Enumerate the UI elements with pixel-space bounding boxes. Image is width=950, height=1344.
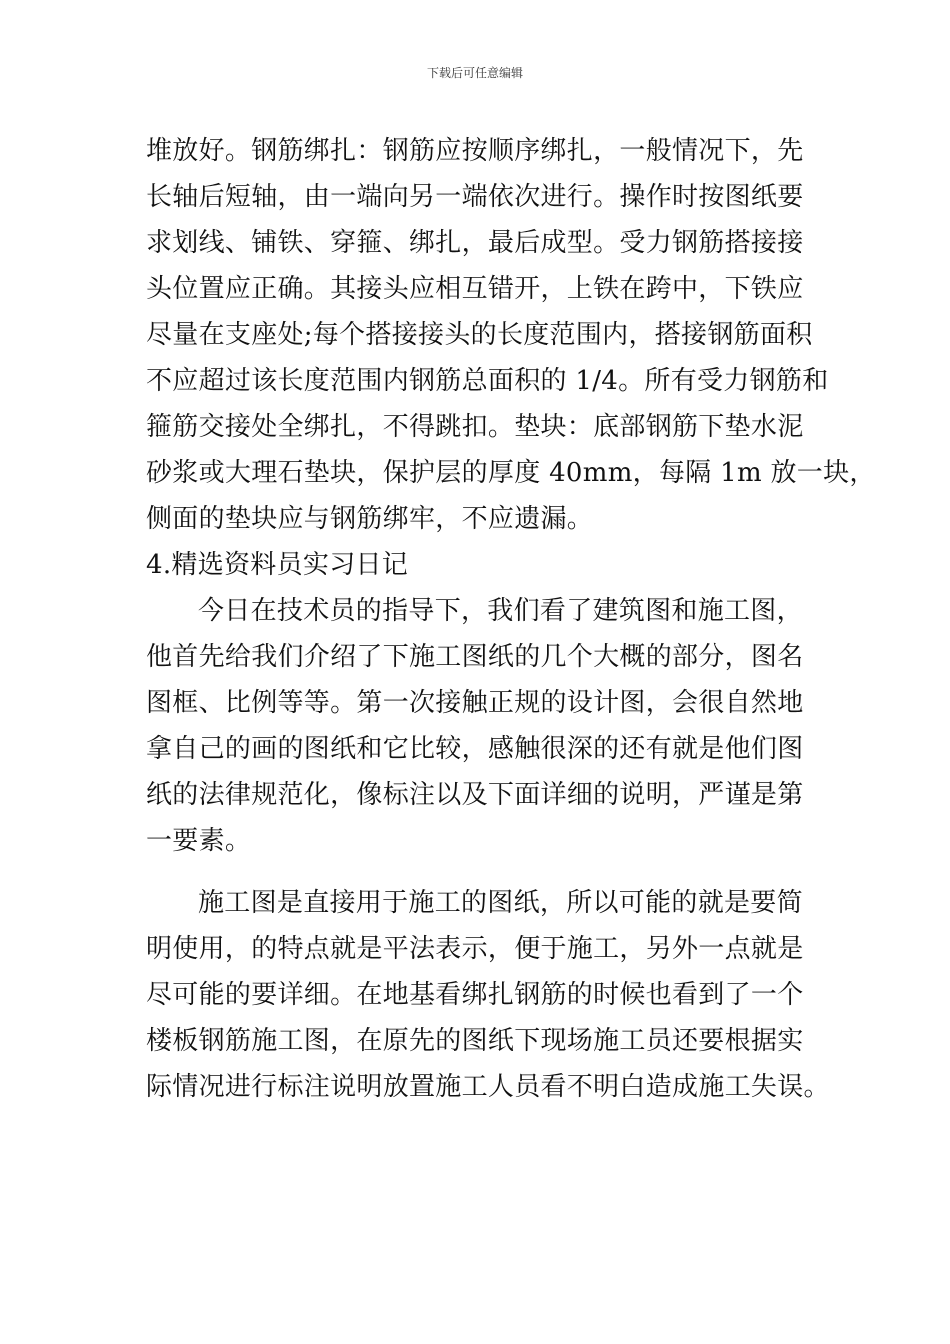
section-heading: 4.精选资料员实习日记 <box>146 550 409 580</box>
text-line: 砂浆或大理石垫块，保护层的厚度 40mm，每隔 1m 放一块， <box>146 458 876 488</box>
text-line: 侧面的垫块应与钢筋绑牢，不应遗漏。 <box>146 504 594 534</box>
text-line: 求划线、铺铁、穿箍、绑扎，最后成型。受力钢筋搭接接 <box>146 228 804 258</box>
text-line: 他首先给我们介绍了下施工图纸的几个大概的部分，图名 <box>146 642 804 672</box>
text-line: 施工图是直接用于施工的图纸，所以可能的就是要简 <box>198 888 803 918</box>
page-header: 下载后可任意编辑 <box>426 66 523 80</box>
text-line: 头位置应正确。其接头应相互错开，上铁在跨中，下铁应 <box>146 274 804 304</box>
text-line: 尽可能的要详细。在地基看绑扎钢筋的时候也看到了一个 <box>146 980 804 1010</box>
text-line: 尽量在支座处;每个搭接接头的长度范围内，搭接钢筋面积 <box>146 320 813 350</box>
text-line: 明使用，的特点就是平法表示，便于施工，另外一点就是 <box>146 934 804 964</box>
text-line: 际情况进行标注说明放置施工人员看不明白造成施工失误。 <box>146 1072 830 1102</box>
paragraph-spacer <box>146 864 808 880</box>
text-line: 拿自己的画的图纸和它比较，感触很深的还有就是他们图 <box>146 734 804 764</box>
text-line: 长轴后短轴，由一端向另一端依次进行。操作时按图纸要 <box>146 182 804 212</box>
text-line: 不应超过该长度范围内钢筋总面积的 1/4。所有受力钢筋和 <box>146 366 829 396</box>
text-line: 箍筋交接处全绑扎，不得跳扣。垫块：底部钢筋下垫水泥 <box>146 412 804 442</box>
document-body <box>146 128 876 1110</box>
text-line: 纸的法律规范化，像标注以及下面详细的说明，严谨是第 <box>146 780 804 810</box>
text-line: 楼板钢筋施工图，在原先的图纸下现场施工员还要根据实 <box>146 1026 804 1056</box>
text-line: 一要素。 <box>146 826 252 856</box>
text-line: 堆放好。钢筋绑扎：钢筋应按顺序绑扎，一般情况下，先 <box>146 136 804 166</box>
text-line: 图框、比例等等。第一次接触正规的设计图，会很自然地 <box>146 688 804 718</box>
text-line: 今日在技术员的指导下，我们看了建筑图和施工图， <box>198 596 803 626</box>
